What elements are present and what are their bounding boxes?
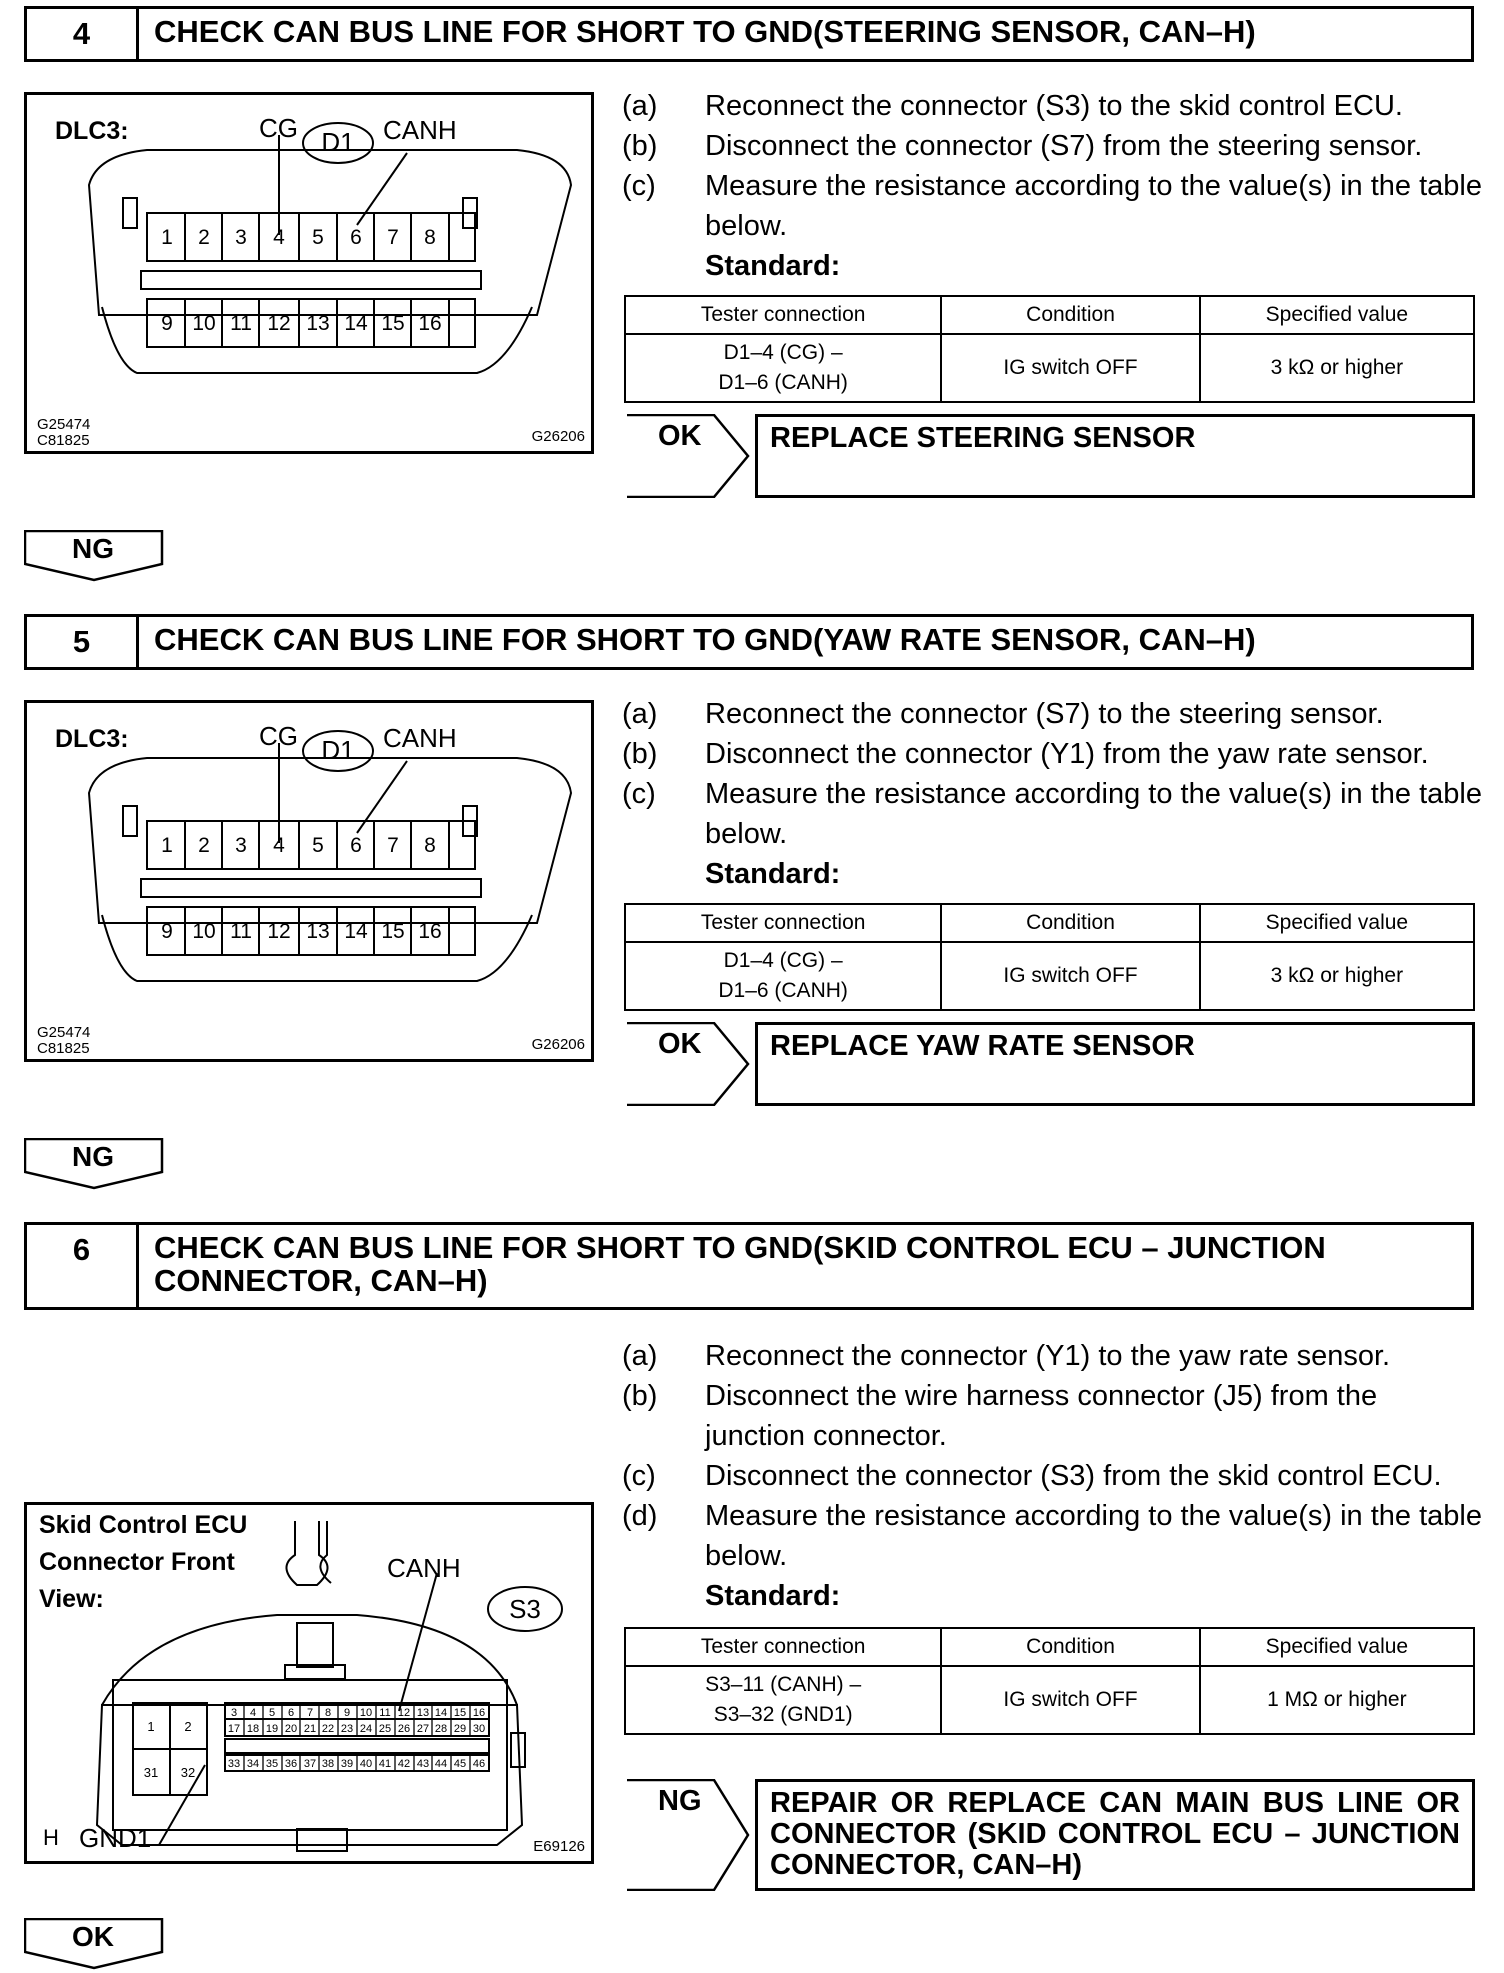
pin-37: 37 bbox=[303, 1758, 317, 1770]
instruction-list bbox=[622, 694, 1482, 894]
figure-code: C81825 bbox=[37, 432, 90, 449]
canh-label: CANH bbox=[387, 1553, 461, 1583]
cg-label: CG bbox=[259, 721, 298, 751]
table-header: Tester connection bbox=[625, 296, 941, 334]
pin-30: 30 bbox=[472, 1723, 486, 1735]
pin-4: 4 bbox=[249, 1707, 257, 1719]
instruction-item: (b) Disconnect the wire harness connector (J5) from the junction connector. bbox=[622, 1380, 1378, 1452]
pin-28: 28 bbox=[434, 1723, 448, 1735]
ng-flow-tag: NG bbox=[24, 1138, 164, 1193]
instruction-item: (c) Disconnect the connector (S3) from the skid control ECU. bbox=[622, 1460, 1442, 1492]
pin-20: 20 bbox=[284, 1723, 298, 1735]
table-header: Specified value bbox=[1200, 904, 1474, 942]
canh-pointer bbox=[399, 1573, 437, 1711]
pin-45: 45 bbox=[453, 1758, 467, 1770]
pin-31: 31 bbox=[143, 1765, 159, 1780]
pin-9: 9 bbox=[161, 312, 173, 335]
spec-table bbox=[624, 1627, 1475, 1735]
figure-title: Connector Front bbox=[39, 1548, 235, 1576]
ok-flow-tag: OK bbox=[24, 1918, 164, 1973]
pin-10: 10 bbox=[359, 1707, 373, 1719]
pin-16: 16 bbox=[472, 1707, 486, 1719]
ok-result bbox=[626, 414, 1475, 498]
pin-14: 14 bbox=[344, 920, 368, 943]
tester-connection-cell: D1–4 (CG) – D1–6 (CANH) bbox=[625, 334, 941, 402]
result-tag: OK bbox=[658, 420, 702, 452]
pin-3: 3 bbox=[235, 226, 247, 249]
pin-1: 1 bbox=[161, 226, 173, 249]
condition-cell: IG switch OFF bbox=[941, 942, 1200, 1010]
step-number: 5 bbox=[27, 617, 139, 667]
pin-2: 2 bbox=[198, 834, 210, 857]
pin-34: 34 bbox=[246, 1758, 260, 1770]
pin-4: 4 bbox=[273, 834, 285, 857]
table-header: Condition bbox=[941, 296, 1200, 334]
figure-title: DLC3: bbox=[55, 117, 129, 145]
result-text: REPLACE STEERING SENSOR bbox=[755, 414, 1475, 498]
figure-code: G25474 bbox=[37, 416, 91, 433]
condition-cell: IG switch OFF bbox=[941, 334, 1200, 402]
tester-connection-cell: S3–11 (CANH) – S3–32 (GND1) bbox=[625, 1666, 941, 1734]
instruction-list bbox=[622, 1336, 1482, 1616]
pin-9: 9 bbox=[161, 920, 173, 943]
connector-id: D1 bbox=[321, 735, 355, 765]
pin-41: 41 bbox=[378, 1758, 392, 1770]
pin-1: 1 bbox=[147, 1719, 155, 1734]
connector-id: S3 bbox=[509, 1594, 541, 1624]
pin-7: 7 bbox=[387, 226, 399, 249]
pin-33: 33 bbox=[227, 1758, 241, 1770]
instruction-list bbox=[622, 86, 1482, 286]
pin-6: 6 bbox=[287, 1707, 295, 1719]
left-latch bbox=[123, 198, 137, 228]
pin-2: 2 bbox=[198, 226, 210, 249]
spec-table bbox=[624, 903, 1475, 1011]
pin-12: 12 bbox=[267, 920, 291, 943]
figure-code: C81825 bbox=[37, 1040, 90, 1057]
pin-18: 18 bbox=[246, 1723, 260, 1735]
instruction-item: (d) Measure the resistance according to the value(s) in the table below. bbox=[622, 1500, 1482, 1572]
pin-35: 35 bbox=[265, 1758, 279, 1770]
pin-11: 11 bbox=[379, 1707, 391, 1719]
table-header: Tester connection bbox=[625, 1628, 941, 1666]
standard-label: Standard: bbox=[705, 250, 841, 282]
pin-23: 23 bbox=[340, 1723, 354, 1735]
pin-12: 12 bbox=[397, 1707, 411, 1719]
pin-8: 8 bbox=[424, 226, 436, 249]
pin-7: 7 bbox=[306, 1707, 314, 1719]
pin-39: 39 bbox=[340, 1758, 354, 1770]
pin-26: 26 bbox=[397, 1723, 411, 1735]
pin-40: 40 bbox=[359, 1758, 373, 1770]
specified-value-cell: 3 kΩ or higher bbox=[1200, 334, 1474, 402]
table-header: Condition bbox=[941, 904, 1200, 942]
pin-10: 10 bbox=[192, 920, 216, 943]
table-header: Specified value bbox=[1200, 296, 1474, 334]
result-text: REPAIR OR REPLACE CAN MAIN BUS LINE OR CONNECTOR (SKID CONTROL ECU – JUNCTION CONNECTOR, CAN–H) bbox=[755, 1779, 1475, 1891]
pin-19: 19 bbox=[265, 1723, 279, 1735]
pin-8: 8 bbox=[424, 834, 436, 857]
result-tag: OK bbox=[658, 1028, 702, 1060]
pin-11: 11 bbox=[230, 312, 252, 335]
h-label: H bbox=[43, 1825, 59, 1850]
table-header: Specified value bbox=[1200, 1628, 1474, 1666]
pin-22: 22 bbox=[321, 1723, 335, 1735]
pin-15: 15 bbox=[453, 1707, 467, 1719]
ecu-connector-figure bbox=[24, 1502, 594, 1864]
step-number: 6 bbox=[27, 1225, 139, 1307]
instruction-item: (a) Reconnect the connector (Y1) to the yaw rate sensor. bbox=[622, 1340, 1391, 1372]
dlc3-connector-diagram bbox=[27, 95, 591, 451]
pin-5: 5 bbox=[268, 1707, 276, 1719]
pin-2: 2 bbox=[184, 1719, 192, 1734]
standard-label: Standard: bbox=[705, 1580, 841, 1612]
pin-46: 46 bbox=[472, 1758, 486, 1770]
pin-5: 5 bbox=[312, 834, 324, 857]
instruction-item: (c) Measure the resistance according to the value(s) in the table below. bbox=[622, 778, 1482, 850]
pin-21: 21 bbox=[303, 1723, 317, 1735]
step-5-header bbox=[24, 614, 1474, 670]
instruction-item: (c) Measure the resistance according to the value(s) in the table below. bbox=[622, 170, 1482, 242]
dlc3-figure bbox=[24, 700, 594, 1062]
figure-code: G25474 bbox=[37, 1024, 91, 1041]
instruction-item: (a) Reconnect the connector (S7) to the steering sensor. bbox=[622, 698, 1384, 730]
ng-flow-tag: NG bbox=[24, 530, 164, 585]
gnd1-label: GND1 bbox=[79, 1823, 152, 1853]
left-latch bbox=[123, 806, 137, 836]
instruction-item: (b) Disconnect the connector (S7) from the steering sensor. bbox=[622, 130, 1423, 162]
instruction-item: (b) Disconnect the connector (Y1) from the yaw rate sensor. bbox=[622, 738, 1429, 770]
pin-44: 44 bbox=[434, 1758, 448, 1770]
canh-pointer bbox=[357, 153, 407, 225]
pin-16: 16 bbox=[418, 312, 442, 335]
step-title: CHECK CAN BUS LINE FOR SHORT TO GND(YAW RATE SENSOR, CAN–H) bbox=[154, 622, 1256, 657]
pin-13: 13 bbox=[416, 1707, 430, 1719]
pin-32: 32 bbox=[180, 1765, 196, 1780]
canh-label: CANH bbox=[383, 723, 457, 753]
pin-16: 16 bbox=[418, 920, 442, 943]
step-4-header bbox=[24, 6, 1474, 62]
pin-27: 27 bbox=[416, 1723, 430, 1735]
spec-table bbox=[624, 295, 1475, 403]
result-tag: NG bbox=[658, 1785, 702, 1817]
canh-label: CANH bbox=[383, 115, 457, 145]
figure-id: G26206 bbox=[531, 428, 585, 445]
pin-15: 15 bbox=[381, 312, 405, 335]
standard-label: Standard: bbox=[705, 858, 841, 890]
table-header: Condition bbox=[941, 1628, 1200, 1666]
pin-11: 11 bbox=[230, 920, 252, 943]
pin-1: 1 bbox=[161, 834, 173, 857]
pin-8: 8 bbox=[324, 1707, 332, 1719]
pin-42: 42 bbox=[397, 1758, 411, 1770]
instruction-item: (a) Reconnect the connector (S3) to the skid control ECU. bbox=[622, 90, 1403, 122]
step-number: 4 bbox=[27, 9, 139, 59]
pin-24: 24 bbox=[359, 1723, 373, 1735]
figure-id: G26206 bbox=[531, 1036, 585, 1053]
table-header: Tester connection bbox=[625, 904, 941, 942]
dlc3-figure bbox=[24, 92, 594, 454]
connector-id: D1 bbox=[321, 127, 355, 157]
ok-result bbox=[626, 1022, 1475, 1106]
pin-29: 29 bbox=[453, 1723, 467, 1735]
pin-17: 17 bbox=[227, 1723, 241, 1735]
pin-5: 5 bbox=[312, 226, 324, 249]
pin-3: 3 bbox=[230, 1707, 238, 1719]
pin-14: 14 bbox=[344, 312, 368, 335]
dlc3-connector-diagram bbox=[27, 703, 591, 1059]
pin-3: 3 bbox=[235, 834, 247, 857]
pin-6: 6 bbox=[350, 226, 362, 249]
step-title: CHECK CAN BUS LINE FOR SHORT TO GND(STEERING SENSOR, CAN–H) bbox=[154, 14, 1256, 49]
step-6-header bbox=[24, 1222, 1474, 1310]
cg-label: CG bbox=[259, 113, 298, 143]
result-text: REPLACE YAW RATE SENSOR bbox=[755, 1022, 1475, 1106]
canh-pointer bbox=[357, 761, 407, 833]
tester-connection-cell: D1–4 (CG) – D1–6 (CANH) bbox=[625, 942, 941, 1010]
pin-6: 6 bbox=[350, 834, 362, 857]
pin-43: 43 bbox=[416, 1758, 430, 1770]
pin-4: 4 bbox=[273, 226, 285, 249]
pin-14: 14 bbox=[434, 1707, 448, 1719]
pin-7: 7 bbox=[387, 834, 399, 857]
ecu-connector-diagram bbox=[27, 1505, 591, 1861]
ng-result bbox=[626, 1779, 1475, 1891]
pin-15: 15 bbox=[381, 920, 405, 943]
pin-13: 13 bbox=[306, 920, 330, 943]
specified-value-cell: 3 kΩ or higher bbox=[1200, 942, 1474, 1010]
step-title: CHECK CAN BUS LINE FOR SHORT TO GND(SKID CONTROL ECU – JUNCTION CONNECTOR, CAN–H) bbox=[154, 1230, 1326, 1298]
pin-36: 36 bbox=[284, 1758, 298, 1770]
pin-13: 13 bbox=[306, 312, 330, 335]
pin-38: 38 bbox=[321, 1758, 335, 1770]
figure-title: DLC3: bbox=[55, 725, 129, 753]
pin-25: 25 bbox=[378, 1723, 392, 1735]
pin-10: 10 bbox=[192, 312, 216, 335]
condition-cell: IG switch OFF bbox=[941, 1666, 1200, 1734]
figure-title: View: bbox=[39, 1585, 104, 1613]
figure-title: Skid Control ECU bbox=[39, 1511, 248, 1539]
figure-id: E69126 bbox=[533, 1838, 585, 1855]
pin-12: 12 bbox=[267, 312, 291, 335]
pin-9: 9 bbox=[343, 1707, 351, 1719]
specified-value-cell: 1 MΩ or higher bbox=[1200, 1666, 1474, 1734]
